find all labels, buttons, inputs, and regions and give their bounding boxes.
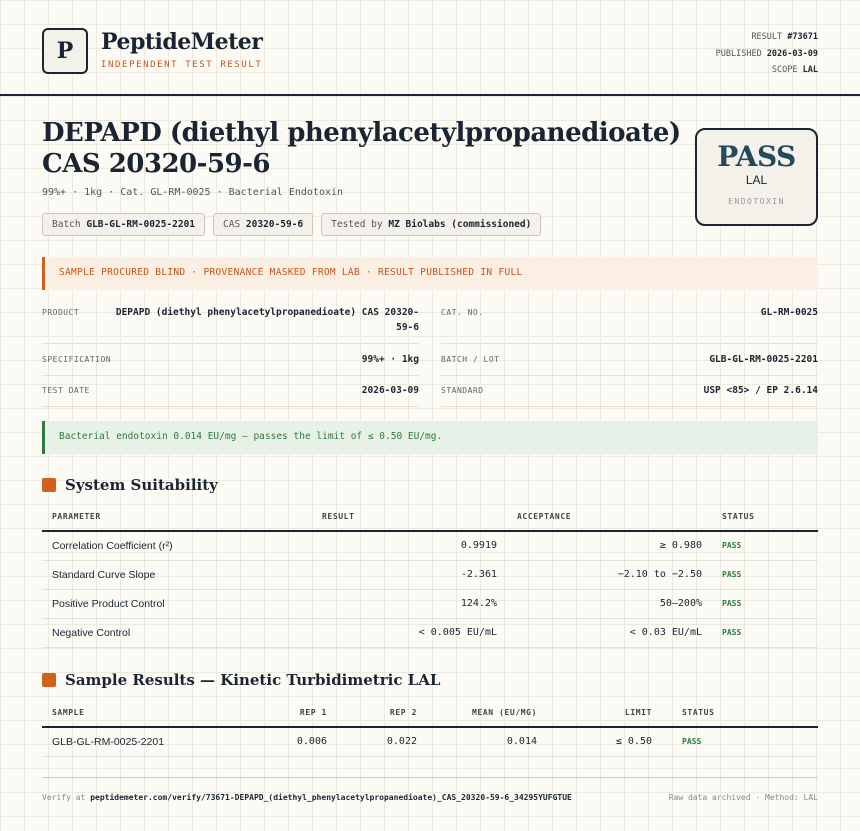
info-value: 99%+ · 1kg <box>361 354 419 365</box>
section-title: System Suitability <box>65 476 218 494</box>
table-header-row <box>42 503 818 531</box>
info-value: USP <85> / EP 2.6.14 <box>703 385 818 396</box>
info-test-date <box>42 382 419 407</box>
table-header-row <box>42 699 818 727</box>
param-cell: Correlation Coefficient (r²) <box>42 531 312 560</box>
mean-cell: 0.014 <box>427 727 547 756</box>
sample-cell: GLB-GL-RM-0025-2201 <box>42 727 247 756</box>
rep1-cell: 0.006 <box>247 727 337 756</box>
meta-scope: SCOPE LAL <box>771 65 818 75</box>
acceptance-cell: 50–200% <box>507 589 712 618</box>
suitability-heading <box>42 476 218 494</box>
column-header: REP 2 <box>337 699 427 727</box>
chip-row <box>42 213 541 236</box>
info-label: BATCH / LOT <box>441 355 500 364</box>
info-label: SPECIFICATION <box>42 355 112 364</box>
acceptance-cell: −2.10 to −2.50 <box>507 560 712 589</box>
verdict-method: LAL <box>745 173 768 187</box>
samples-table <box>42 699 818 757</box>
param-cell: Negative Control <box>42 618 312 647</box>
header-divider <box>0 94 860 96</box>
result-cell: < 0.005 EU/mL <box>312 618 507 647</box>
param-cell: Standard Curve Slope <box>42 560 312 589</box>
product-subline: 99%+ · 1kg · Cat. GL-RM-0025 · Bacterial Endotoxin <box>42 187 344 198</box>
info-standard <box>441 382 818 407</box>
suitability-table <box>42 503 818 648</box>
blind-notice: SAMPLE PROCURED BLIND · PROVENANCE MASKED FROM LAB · RESULT PUBLISHED IN FULL <box>42 257 818 290</box>
meta-result: RESULT #73671 <box>751 32 818 42</box>
table-row <box>42 531 818 560</box>
brand-logo: P <box>42 28 88 74</box>
info-value: GL-RM-0025 <box>760 307 818 318</box>
archive-note: Raw data archived · Method: LAL <box>668 793 818 802</box>
verify-link[interactable]: peptidemeter.com/verify/73671-DEPAPD_(diethyl_phenylacetylpropanedioate)_CAS_20320-59-6_34295YUFGTUE <box>90 793 572 802</box>
tested-by-chip: Tested by MZ Biolabs (commissioned) <box>321 213 541 236</box>
column-header: STATUS <box>662 699 818 727</box>
info-batch <box>441 351 818 376</box>
column-header: SAMPLE <box>42 699 247 727</box>
column-header: STATUS <box>712 503 818 531</box>
table-row <box>42 560 818 589</box>
status-badge: PASS <box>712 560 818 589</box>
column-header: REP 1 <box>247 699 337 727</box>
section-marker-icon <box>42 478 56 492</box>
meta-published: PUBLISHED 2026-03-09 <box>715 48 818 59</box>
info-value: 2026-03-09 <box>361 385 419 396</box>
verdict-category: ENDOTOXIN <box>728 197 785 206</box>
info-product <box>42 304 419 344</box>
verdict-word: PASS <box>717 140 796 173</box>
result-summary: Bacterial endotoxin 0.014 EU/mg — passes the limit of ≤ 0.50 EU/mg. <box>42 421 818 454</box>
result-cell: 0.9919 <box>312 531 507 560</box>
status-badge: PASS <box>662 727 818 756</box>
column-header: MEAN (EU/MG) <box>427 699 547 727</box>
info-cat-no <box>441 304 818 344</box>
samples-heading <box>42 671 440 689</box>
table-row <box>42 727 818 756</box>
brand-tagline: INDEPENDENT TEST RESULT <box>101 60 263 70</box>
param-cell: Positive Product Control <box>42 589 312 618</box>
acceptance-cell: ≥ 0.980 <box>507 531 712 560</box>
section-title: Sample Results — Kinetic Turbidimetric LAL <box>65 671 441 689</box>
status-badge: PASS <box>712 589 818 618</box>
result-meta <box>716 29 818 79</box>
result-cell: 124.2% <box>312 589 507 618</box>
info-label: CAT. NO. <box>441 308 484 317</box>
footer-divider <box>42 777 818 778</box>
rep2-cell: 0.022 <box>337 727 427 756</box>
info-label: STANDARD <box>441 386 484 395</box>
info-value: DEPAPD (diethyl phenylacetylpropanedioate) CAS 20320-59-6 <box>115 307 419 333</box>
status-badge: PASS <box>712 618 818 647</box>
info-label: PRODUCT <box>42 308 80 317</box>
verdict-badge <box>695 128 818 226</box>
acceptance-cell: < 0.03 EU/mL <box>507 618 712 647</box>
table-row <box>42 589 818 618</box>
table-row <box>42 618 818 647</box>
column-header: RESULT <box>312 503 507 531</box>
info-specification <box>42 351 419 376</box>
column-header: ACCEPTANCE <box>507 503 712 531</box>
info-label: TEST DATE <box>42 386 90 395</box>
brand-name: PeptideMeter <box>101 29 263 55</box>
limit-cell: ≤ 0.50 <box>547 727 662 756</box>
result-cell: -2.361 <box>312 560 507 589</box>
column-header: LIMIT <box>547 699 662 727</box>
status-badge: PASS <box>712 531 818 560</box>
column-header: PARAMETER <box>42 503 312 531</box>
verify-line: Verify at peptidemeter.com/verify/73671-DEPAPD_(diethyl_phenylacetylpropanedioate)_CAS_20320-59-6_34295YUFGTUE <box>42 793 572 802</box>
page-title: DEPAPD (diethyl phenylacetylpropanedioate) CAS 20320-59-6 <box>42 118 681 179</box>
section-marker-icon <box>42 673 56 687</box>
cas-chip: CAS 20320-59-6 <box>213 213 313 236</box>
info-value: GLB-GL-RM-0025-2201 <box>709 354 818 365</box>
batch-chip: Batch GLB-GL-RM-0025-2201 <box>42 213 205 236</box>
